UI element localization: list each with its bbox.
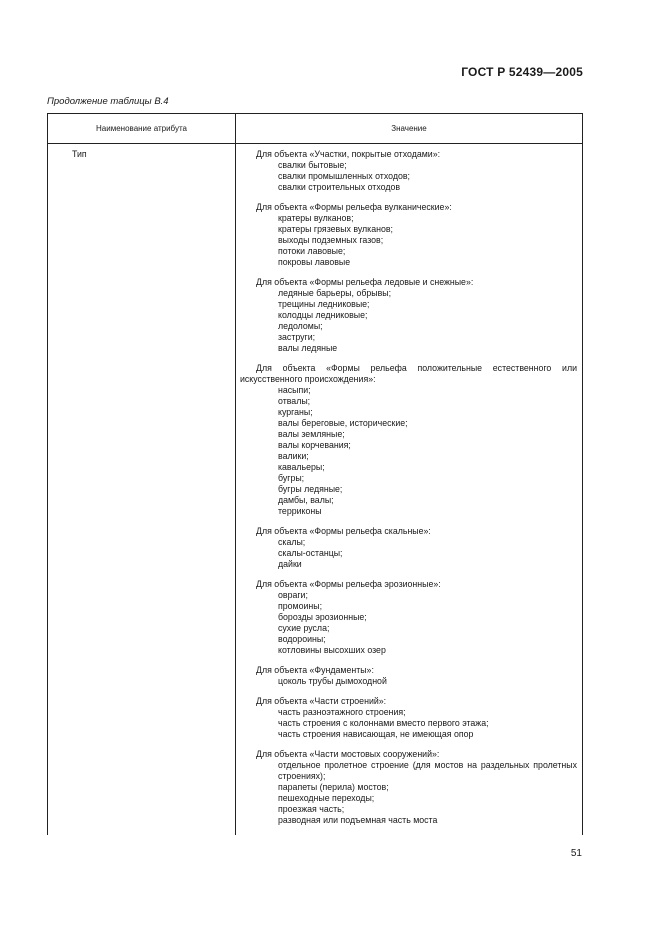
value-list-item: скалы-останцы; (278, 548, 343, 558)
value-list-item: выходы подземных газов; (278, 235, 384, 245)
value-list-item: скалы; (278, 537, 306, 547)
value-list-item: покровы лавовые (278, 257, 351, 267)
value-list-item: пешеходные переходы; (278, 793, 375, 803)
value-list-item: сухие русла; (278, 623, 330, 633)
value-list-item: свалки строительных отходов (278, 182, 401, 192)
value-group-title: Для объекта «Части мостовых сооружений»: (256, 749, 440, 759)
value-list-item: разводная или подъемная часть моста (278, 815, 438, 825)
value-list-item: промоины; (278, 601, 323, 611)
value-group (240, 696, 577, 740)
value-list-item: валики; (278, 451, 309, 461)
value-group-title: Для объекта «Формы рельефа ледовые и снежные»: (256, 277, 474, 287)
table-header-row (48, 114, 582, 144)
document-standard-number: ГОСТ Р 52439—2005 (461, 65, 583, 79)
value-group (240, 749, 577, 826)
value-group (240, 579, 577, 656)
value-group (240, 149, 577, 193)
value-list-item: кратеры вулканов; (278, 213, 354, 223)
value-list-item: кратеры грязевых вулканов; (278, 224, 393, 234)
value-list-item: трещины ледниковые; (278, 299, 370, 309)
value-list-item: бугры; (278, 473, 305, 483)
value-list-item: борозды эрозионные; (278, 612, 367, 622)
value-list-item: валы береговые, исторические; (278, 418, 408, 428)
value-list-item: водороины; (278, 634, 326, 644)
attribute-table (47, 113, 583, 835)
value-list-item: курганы; (278, 407, 313, 417)
value-list-item: котловины высохших озер (278, 645, 386, 655)
value-list-item: овраги; (278, 590, 308, 600)
value-group-title: Для объекта «Формы рельефа скальные»: (256, 526, 431, 536)
value-list-item: валы ледяные (278, 343, 338, 353)
table-caption: Продолжение таблицы В.4 (47, 96, 169, 107)
value-list-item: валы корчевания; (278, 440, 351, 450)
value-list-item: ледяные барьеры, обрывы; (278, 288, 392, 298)
value-list-item: часть строения нависающая, не имеющая опор (278, 729, 474, 739)
value-list-item: колодцы ледниковые; (278, 310, 368, 320)
column-header-attribute-name: Наименование атрибута (96, 124, 187, 133)
value-group (240, 665, 577, 687)
value-list-item: насыпи; (278, 385, 311, 395)
attribute-values-cell (240, 149, 577, 835)
value-group-title: Для объекта «Части строений»: (256, 696, 387, 706)
value-list-item: кавальеры; (278, 462, 325, 472)
value-group-title: Для объекта «Участки, покрытые отходами»: (256, 149, 441, 159)
value-group (240, 277, 577, 354)
column-header-value: Значение (391, 124, 427, 133)
value-group (240, 526, 577, 570)
value-list-item: бугры ледяные; (278, 484, 343, 494)
value-list-item: проезжая часть; (278, 804, 345, 814)
value-list-item: цоколь трубы дымоходной (278, 676, 387, 686)
value-list-item: ледоломы; (278, 321, 323, 331)
value-list-item: свалки бытовые; (278, 160, 347, 170)
value-group-title: Для объекта «Формы рельефа вулканические»: (256, 202, 452, 212)
value-list-item: потоки лавовые; (278, 246, 346, 256)
value-list-item: заструги; (278, 332, 316, 342)
value-group-title: Для объекта «Формы рельефа положительные естественного или искусственного происхождения»: (240, 363, 577, 384)
value-list-item: валы земляные; (278, 429, 345, 439)
value-list-item: часть разноэтажного строения; (278, 707, 406, 717)
value-list-item: часть строения с колоннами вместо первого этажа; (278, 718, 489, 728)
value-group-title: Для объекта «Формы рельефа эрозионные»: (256, 579, 441, 589)
value-list-item: парапеты (перила) мостов; (278, 782, 389, 792)
value-list-item: дамбы, валы; (278, 495, 334, 505)
column-divider (235, 114, 236, 835)
value-group (240, 202, 577, 268)
value-list-item: отдельное пролетное строение (для мостов на раздельных пролетных строениях); (278, 760, 577, 781)
value-list-item: отвалы; (278, 396, 311, 406)
value-list-item: свалки промышленных отходов; (278, 171, 410, 181)
page-number: 51 (570, 848, 582, 859)
value-list-item: терриконы (278, 506, 322, 516)
value-group (240, 363, 577, 517)
value-group-title: Для объекта «Фундаменты»: (256, 665, 374, 675)
attribute-name-cell: Тип (72, 149, 87, 159)
value-list-item: дайки (278, 559, 302, 569)
